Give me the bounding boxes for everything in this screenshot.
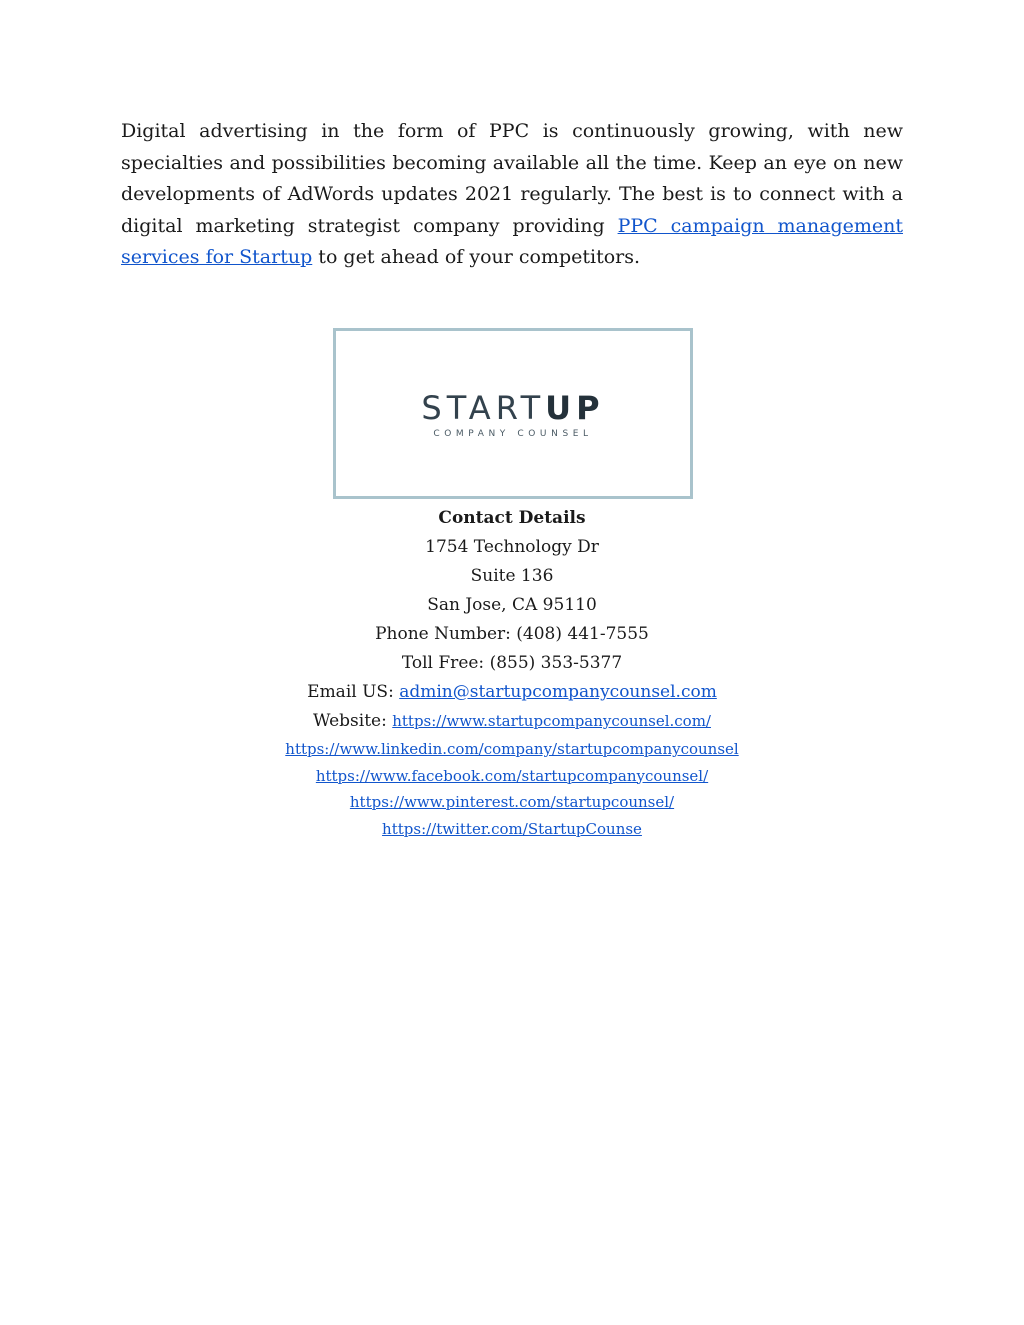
toll-free-number: Toll Free: (855) 353-5377 xyxy=(401,653,623,673)
website-line xyxy=(0,707,1024,736)
email-link[interactable]: admin@startupcompanycounsel.com xyxy=(399,682,717,702)
logo-subtitle: COMPANY COUNSEL xyxy=(433,429,593,439)
logo-word-start: START xyxy=(421,389,546,427)
intro-paragraph xyxy=(121,116,903,274)
intro-text-after: to get ahead of your competitors. xyxy=(312,246,641,268)
twitter-line xyxy=(0,816,1024,843)
linkedin-link[interactable]: https://www.linkedin.com/company/startupcompanycounsel xyxy=(285,740,739,758)
contact-title: Contact Details xyxy=(438,508,586,528)
logo-wordmark xyxy=(336,389,690,427)
website-link[interactable]: https://www.startupcompanycounsel.com/ xyxy=(392,712,711,730)
address-line-2: Suite 136 xyxy=(470,566,554,586)
email-line xyxy=(0,678,1024,707)
intro-text-before: Digital advertising in the form of PPC is continuously growing, with new specialties and possibilities becoming available all the time. Keep an eye on new developments of AdWords updates 2021 regularly. The best is to connect with a digital marketing strategist company providing xyxy=(121,120,903,237)
ppc-services-link[interactable]: PPC campaign management services for Startup xyxy=(121,214,903,268)
facebook-link[interactable]: https://www.facebook.com/startupcompanycounsel/ xyxy=(315,766,709,785)
email-label: Email US: xyxy=(307,682,400,702)
contact-details xyxy=(0,504,1024,842)
logo-word-end: UP xyxy=(545,389,605,427)
pinterest-link[interactable]: https://www.pinterest.com/startupcounsel/ xyxy=(349,793,675,811)
startup-company-counsel-logo xyxy=(333,328,693,499)
phone-number: Phone Number: (408) 441-7555 xyxy=(375,624,649,644)
address-line-1: 1754 Technology Dr xyxy=(425,537,599,557)
city-line: San Jose, CA 95110 xyxy=(427,595,597,615)
linkedin-line xyxy=(0,736,1024,763)
twitter-link[interactable]: https://twitter.com/StartupCounse xyxy=(382,819,642,838)
pinterest-line xyxy=(0,789,1024,816)
facebook-line xyxy=(0,763,1024,790)
website-label: Website: xyxy=(313,711,393,731)
